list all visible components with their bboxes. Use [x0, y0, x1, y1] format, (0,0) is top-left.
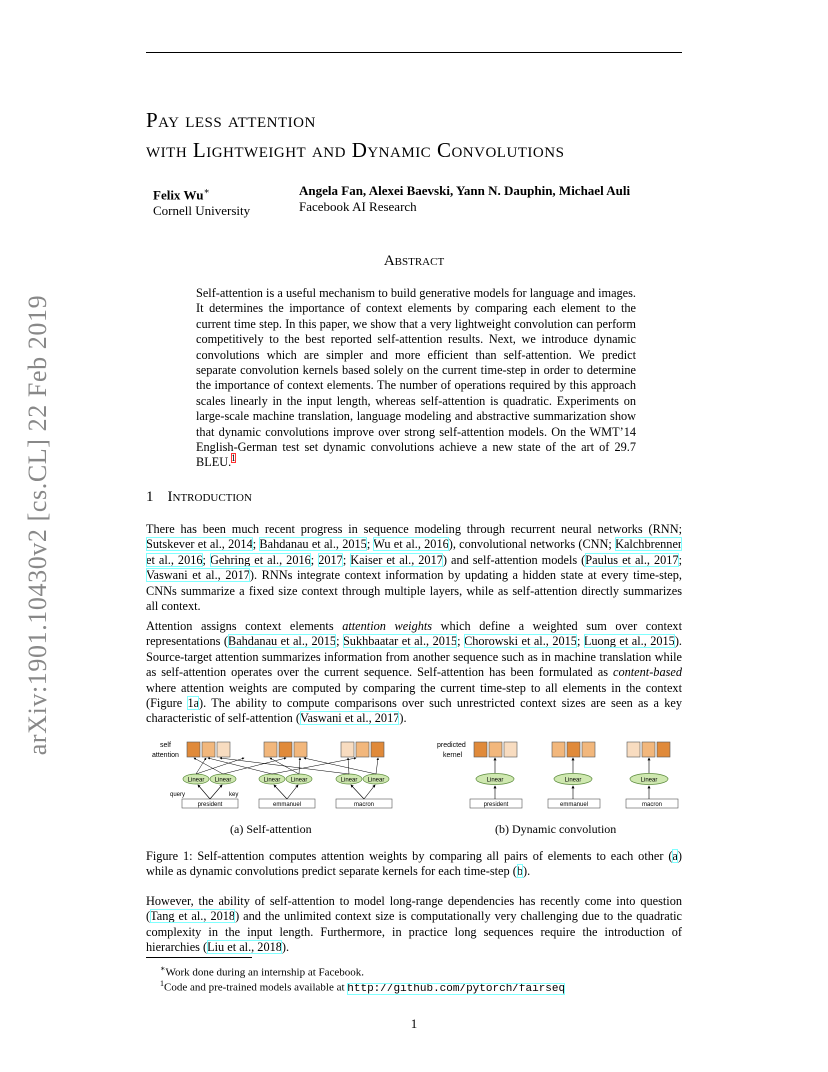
attention-weight-cell — [217, 742, 230, 757]
top-rule — [146, 52, 682, 53]
citation-link[interactable]: Gehring et al., 2016 — [209, 552, 311, 567]
citation-link[interactable]: Sukhbaatar et al., 2015 — [342, 634, 458, 649]
text: ). — [522, 864, 531, 879]
attention-weight-cell — [187, 742, 200, 757]
abstract-footnote-link[interactable]: 1 — [231, 453, 236, 464]
citation-link[interactable]: Kalchbrenner et al., 2016 — [146, 537, 683, 567]
figure-link[interactable]: a — [672, 849, 678, 863]
text: ). Source-target attention summarizes information from another sequence such as in machine translation while as self-attention operates over the current sequence. Self-attention has been formulated as — [146, 634, 682, 680]
citation-link[interactable]: Bahdanau et al., 2015 — [259, 537, 367, 552]
subcaption-b: (b) Dynamic convolution — [495, 822, 617, 836]
text: ; — [252, 537, 260, 552]
fairseq-url-link[interactable]: http://github.com/pytorch/fairseq — [347, 982, 566, 995]
text: ; — [457, 634, 465, 649]
text: ). — [399, 711, 407, 726]
kernel-weight-cell — [567, 742, 580, 757]
text: Attention assigns context elements — [146, 619, 343, 633]
fig-a-key: key — [229, 792, 239, 798]
linear-label: Linear — [340, 777, 358, 784]
citation-link[interactable]: Chorowski et al., 2015 — [464, 634, 577, 649]
footnote-2-text: Code and pre-trained models available at — [164, 981, 348, 994]
figure-link[interactable]: b — [516, 864, 523, 879]
kernel-weight-cell — [489, 742, 502, 757]
figure-caption — [146, 849, 682, 880]
word-label: president — [483, 802, 509, 808]
text: ; — [678, 552, 683, 567]
text: ; — [310, 552, 319, 567]
linear-label: Linear — [214, 777, 232, 784]
abstract-heading: Abstract — [383, 253, 445, 269]
text: ). — [281, 940, 290, 955]
emphasis: attention weights — [342, 619, 433, 633]
kernel-weight-cell — [582, 742, 595, 757]
text: ), convolutional networks (CNN; — [448, 537, 616, 552]
word-label: macron — [641, 802, 663, 808]
attention-weight-cell — [264, 742, 277, 757]
kernel-weight-cell — [474, 742, 487, 757]
fig-b-group-1 — [470, 742, 522, 808]
footnote-2 — [160, 977, 565, 996]
title-line-1: Pay less attention — [146, 108, 316, 132]
citation-link[interactable]: Luong et al., 2015 — [583, 634, 675, 649]
linear-label: Linear — [564, 777, 582, 784]
text: ) and the unlimited context size is computationally very challenging due to the quadratic complexity in the input length. Furthermore, in practice long sequences require the introduction of hierarchies ( — [146, 909, 683, 955]
linear-label: Linear — [187, 777, 205, 784]
citation-link[interactable]: Paulus et al., 2017 — [585, 552, 679, 567]
paragraph-3 — [146, 894, 682, 956]
footnote-rule — [146, 957, 252, 958]
text: However, the ability of self-attention to model long-range dependencies has recently come into question ( — [146, 894, 682, 924]
attention-weight-cell — [294, 742, 307, 757]
text: where attention weights are computed by comparing the current time-step to all elements in the context (Figure — [146, 680, 682, 711]
text: ). RNNs integrate context information by updating a hidden state at every time-step, CNNs summarize a fixed size context through multiple layers, while as self-attention directly summarizes all context. — [146, 568, 682, 614]
text: There has been much recent progress in sequence modeling through recurrent neural networks (RNN; — [146, 522, 682, 536]
citation-link[interactable]: Vaswani et al., 2017 — [146, 568, 250, 583]
text: ). The ability to compute comparisons over such unrestricted context sizes are seen as a key characteristic of self-attention ( — [146, 696, 682, 726]
page-number: 1 — [410, 1016, 418, 1031]
section-title: Introduction — [167, 489, 252, 505]
attention-weight-cell — [341, 742, 354, 757]
section-number: 1 — [146, 489, 154, 505]
text: Figure 1: Self-attention computes attention weights by comparing all pairs of elements to each other ( — [146, 849, 673, 863]
kernel-weight-cell — [657, 742, 670, 757]
text: ; — [576, 634, 584, 649]
text: ; — [336, 634, 343, 649]
kernel-weight-cell — [627, 742, 640, 757]
text: ) while as dynamic convolutions predict separate kernels for each time-step ( — [146, 849, 682, 879]
citation-link[interactable]: Liu et al., 2018 — [207, 940, 282, 955]
author-1-name: Felix Wu — [153, 187, 204, 203]
text: ; — [366, 537, 374, 552]
linear-label: Linear — [263, 777, 281, 784]
paper-title — [146, 105, 564, 165]
attention-weight-cell — [202, 742, 215, 757]
footnote-2-mark: 1 — [160, 979, 164, 988]
arxiv-stamp-text: arXiv:1901.10430v2 [cs.CL] 22 Feb 2019 — [23, 294, 52, 756]
paragraph-1 — [146, 522, 682, 614]
word-label: president — [197, 802, 223, 808]
footnote-1-text: Work done during an internship at Facebook. — [165, 966, 365, 979]
fig-b-label-predicted: predicted — [437, 742, 466, 749]
arxiv-stamp — [18, 290, 58, 760]
word-label: emmanuel — [272, 802, 302, 808]
fig-a-label-self: self — [160, 742, 171, 749]
kernel-weight-cell — [504, 742, 517, 757]
citation-link[interactable]: Vaswani et al., 2017 — [299, 711, 400, 726]
linear-label: Linear — [290, 777, 308, 784]
attention-weight-cell — [356, 742, 369, 757]
fig-a-query: query — [170, 792, 186, 798]
citation-link[interactable]: Wu et al., 2016 — [373, 537, 449, 552]
fig-b-group-3 — [626, 742, 678, 808]
kernel-weight-cell — [552, 742, 565, 757]
citation-link[interactable]: Kaiser et al., 2017 — [350, 552, 443, 567]
word-label: emmanuel — [559, 802, 589, 808]
paragraph-2 — [146, 619, 682, 727]
title-line-2: with Lightweight and Dynamic Convolutions — [146, 138, 565, 162]
text: which define a weighted sum over context representations ( — [146, 619, 682, 649]
author-block-1 — [153, 183, 250, 219]
figure-1-diagram — [146, 738, 682, 820]
author-block-2 — [299, 183, 630, 215]
text: ; — [202, 552, 210, 567]
linear-label: Linear — [367, 777, 385, 784]
attention-weight-cell — [279, 742, 292, 757]
footnote-1-mark: ∗ — [160, 964, 166, 973]
abstract-body: Self-attention is a useful mechanism to build generative models for language and images. It determines the importance of context elements by comparing each element to the current time step. In this paper, we show that a very lightweight convolution can perform competitively to the best reported self-attention results. Next, we introduce dynamic convolutions which are simpler and more efficient than self-attention. We predict separate convolution kernels based solely on the current time-step in order to determine the importance of context elements. The number of operations required by this approach scales linearly in the input length, whereas self-attention is quadratic. Experiments on large-scale machine translation, language modeling and abstractive summarization show that dynamic convolutions improve over strong self-attention models. On the WMT’14 English-German test set dynamic convolutions achieve a new state of the art of 29.7 BLEU. — [196, 286, 636, 470]
citation-link[interactable]: Tang et al., 2018 — [150, 909, 236, 924]
author-1-affiliation: Cornell University — [153, 203, 251, 219]
subcaption-a: (a) Self-attention — [230, 822, 312, 836]
linear-label: Linear — [486, 777, 504, 784]
emphasis: content-based — [613, 665, 682, 680]
author-2-names: Angela Fan, Alexei Baevski, Yann N. Dauphin, Michael Auli — [299, 183, 631, 198]
author-1-mark: ∗ — [203, 186, 210, 196]
citation-link[interactable]: Bahdanau et al., 2015 — [228, 634, 337, 649]
section-heading — [146, 489, 252, 506]
citation-link[interactable]: Sutskever et al., 2014 — [146, 537, 253, 552]
text: ; — [342, 552, 351, 567]
linear-label: Linear — [640, 777, 658, 784]
fig-b-label-kernel: kernel — [443, 752, 463, 759]
text: ) and self-attention models ( — [442, 552, 586, 567]
citation-link[interactable]: 2017 — [318, 552, 343, 567]
abstract-text — [196, 286, 636, 471]
kernel-weight-cell — [642, 742, 655, 757]
attention-weight-cell — [371, 742, 384, 757]
fig-a-label-attention: attention — [152, 752, 179, 759]
fig-b-group-2 — [548, 742, 600, 808]
figure-link[interactable]: 1a — [187, 696, 200, 711]
author-2-affiliation: Facebook AI Research — [299, 199, 417, 214]
word-label: macron — [353, 802, 375, 808]
